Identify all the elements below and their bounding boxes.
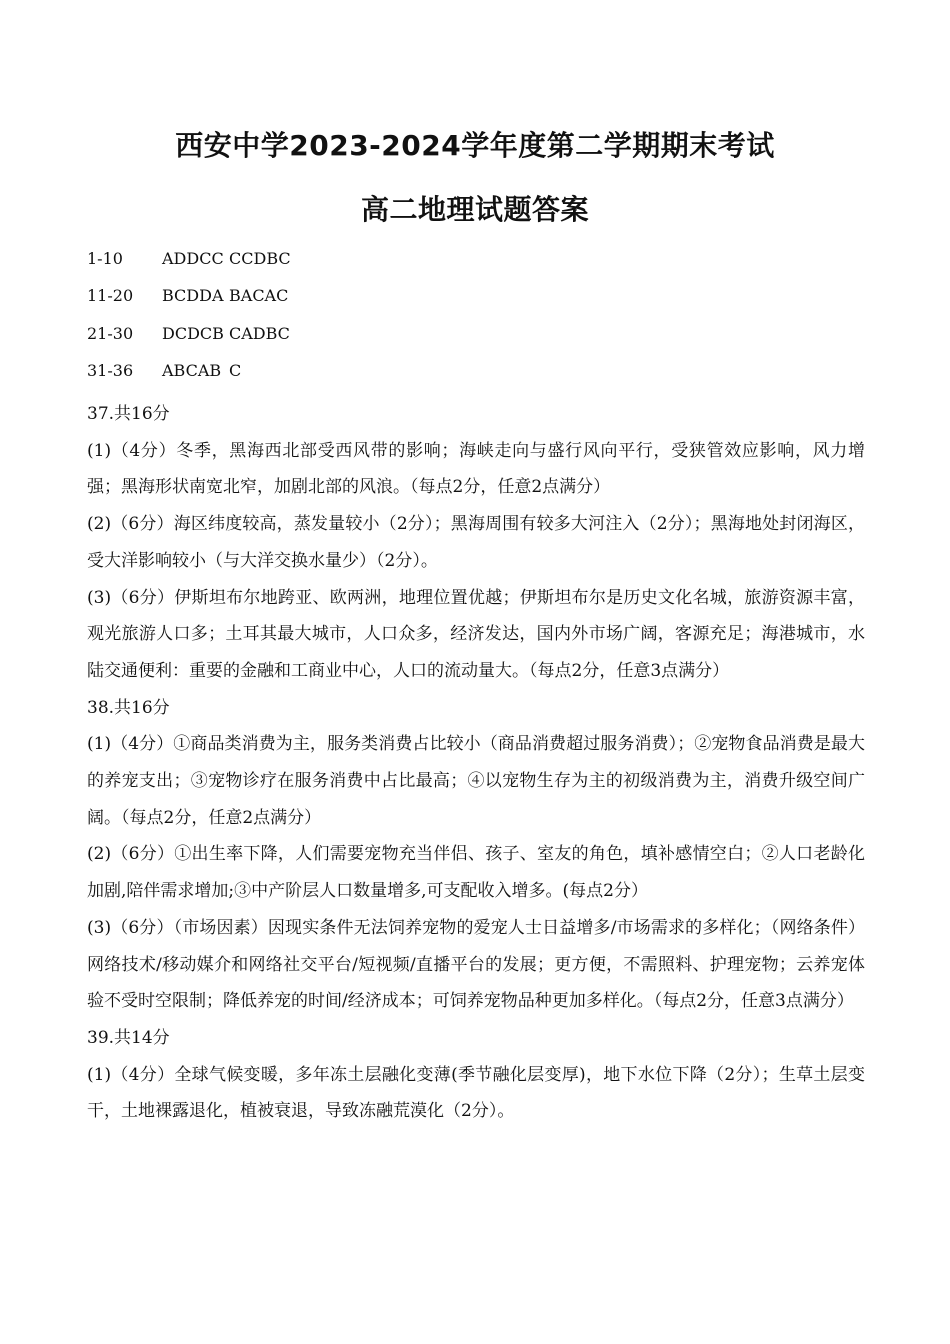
answer-key-range: 1-10 [87,249,123,268]
answer-paragraph: (2)（6分）海区纬度较高，蒸发量较小（2分）；黑海周围有较多大河注入（2分）；黑海地处封闭海区，受大洋影响较小（与大洋交换水量少）（2分）。 [87,514,865,571]
answer-paragraph: (3)（6分）伊斯坦布尔地跨亚、欧两洲，地理位置优越；伊斯坦布尔是历史文化名城，旅游资源丰富，观光旅游人口多；土耳其最大城市，人口众多，经济发达，国内外市场广阔，客源充足；海港城市，水陆交通便利：重要的金融和工商业中心，人口的流动量大。（每点2分，任意3点满分） [87,587,865,681]
answer-paragraph: (1)（4分）冬季，黑海西北部受西风带的影响；海峡走向与盛行风向平行，受狭管效应影响，风力增强；黑海形状南宽北窄，加剧北部的风浪。（每点2分，任意2点满分） [87,440,865,498]
answer-key-group2: CADBC [229,324,290,343]
answer-paragraph: (1)（4分）全球气候变暖，多年冻土层融化变薄(季节融化层变厚)，地下水位下降（2分）；生草土层变干，土地裸露退化，植被衰退，导致冻融荒漠化（2分）。 [87,1064,865,1122]
answer-key-group1: BCDDA [162,286,224,305]
answer-paragraph: (1)（4分）①商品类消费为主，服务类消费占比较小（商品消费超过服务消费）；②宠物食品消费是最大的养宠支出；③宠物诊疗在服务消费中占比最高；④以宠物生存为主的初级消费为主，消费升级空间广阔。（每点2分，任意2点满分） [87,734,865,828]
answer-key-group2: BACAC [229,286,289,305]
answer-body [87,396,865,1130]
answer-key-row [87,284,288,308]
answer-paragraph: (3)（6分）（市场因素）因现实条件无法饲养宠物的爱宠人士日益增多/市场需求的多样化；（网络条件）网络技术/移动媒介和网络社交平台/短视频/直播平台的发展；更方便，不需照料、护理宠物；云养宠体验不受时空限制；降低养宠的时间/经济成本；可饲养宠物品种更加多样化。（每点2分，任意3点满分） [87,917,865,1012]
question-heading: 37.共16分 [87,404,170,424]
question-heading: 38.共16分 [87,697,170,718]
question-heading: 39.共14分 [87,1027,170,1048]
answer-key-range: 11-20 [87,286,134,305]
answer-paragraph: (2)（6分）①出生率下降，人们需要宠物充当伴侣、孩子、室友的角色，填补感情空白；②人口老龄化加剧,陪伴需求增加;③中产阶层人口数量增多,可支配收入增多。(每点2分） [87,844,865,902]
page-title: 西安中学2023-2024学年度第二学期期末考试 [175,129,775,162]
answer-key-group1: ABCAB [162,361,222,380]
answer-key-group1: DCDCB [162,324,224,343]
answer-key-row [87,322,290,346]
answer-key-group2: CCDBC [229,249,291,268]
answer-key-group2: C [229,361,242,380]
answer-key-row [87,359,241,383]
answer-key-range: 21-30 [87,324,134,343]
answer-key-row [87,247,291,271]
page-subtitle: 高二地理试题答案 [360,193,589,226]
answer-key-group1: ADDCC [162,249,224,268]
answer-key-range: 31-36 [87,361,134,380]
